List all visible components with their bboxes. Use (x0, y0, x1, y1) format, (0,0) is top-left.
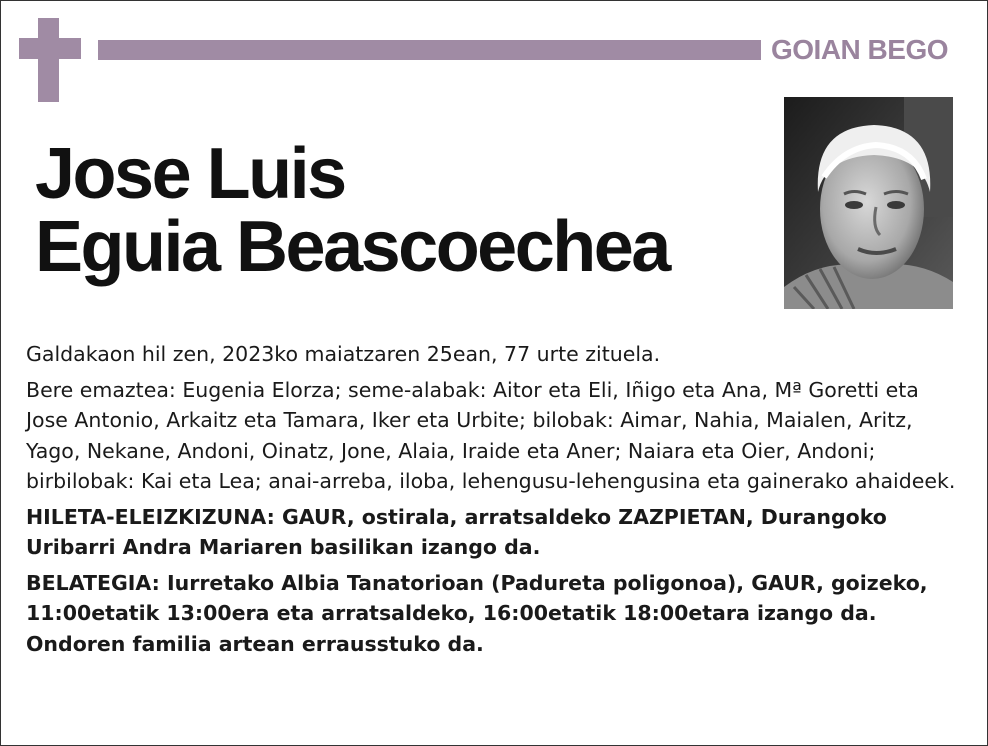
death-paragraph: Galdakaon hil zen, 2023ko maiatzaren 25ean, 77 urte zituela. (26, 342, 661, 366)
funeral-paragraph: HILETA-ELEIZKIZUNA: GAUR, ostirala, arratsaldeko ZAZPIETAN, Durangoko Uribarri Andra Mariaren basilikan izango da. (26, 504, 887, 559)
family-paragraph: Bere emaztea: Eugenia Elorza; seme-alabak: Aitor eta Eli, Iñigo eta Ana, Mª Goretti eta Jose Antonio, Arkaitz eta Tamara, Iker eta Urbite; bilobak: Aimar, Nahia, Maialen, Aritz, Yago, Nekane, Andoni, Oinatz, Jone, Alaia, Iraide eta Aner; Naiara eta Oier, Andoni; birbilobak: Kai eta Lea; anai-arreba, iloba, lehengusu-lehengusina eta gainerako ahaideek. (26, 377, 956, 493)
cross-horizontal-bar (19, 38, 81, 59)
notice-body (26, 339, 966, 664)
portrait-photo (784, 97, 953, 309)
deceased-name-first: Jose Luis (35, 134, 345, 214)
header-divider-bar (98, 40, 761, 60)
deceased-name-last: Eguia Beascoechea (35, 207, 669, 287)
wake-paragraph: BELATEGIA: Iurretako Albia Tanatorioan (Padureta poligonoa), GAUR, goizeko, 11:00etatik 13:00era eta arratsaldeko, 16:00etatik 18:00etara izango da. Ondoren familia artean errausstuko da. (26, 570, 928, 656)
cross-vertical-bar (38, 18, 59, 102)
header-label: GOIAN BEGO (771, 34, 949, 65)
